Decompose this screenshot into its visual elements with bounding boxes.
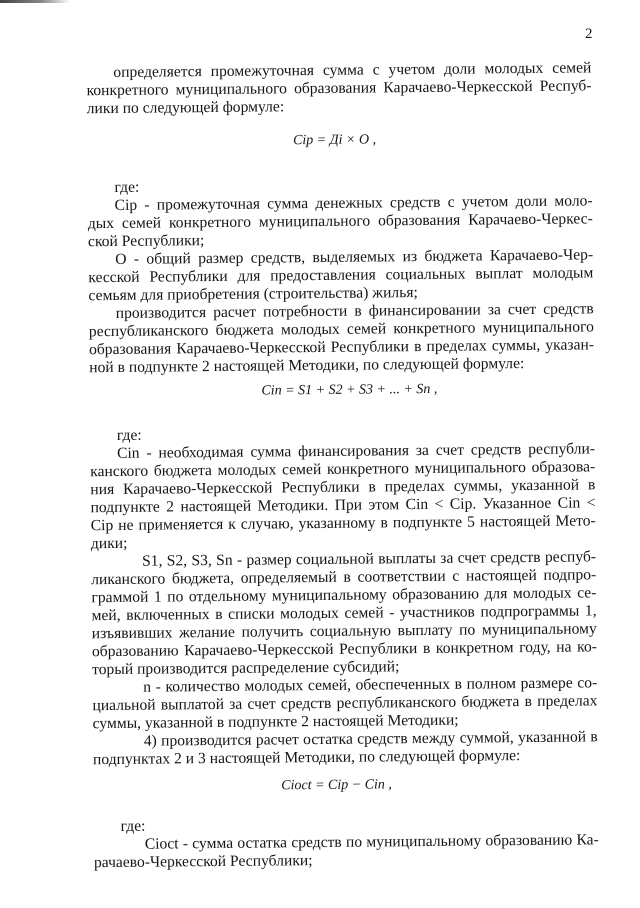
- text-line: подпунктах 2 и 3 настоящей Методики, по следующей формуле:: [92, 747, 521, 769]
- text-line: Cioct - сумма остатка средств по муниципальному образованию Ка-: [144, 831, 599, 853]
- text-line: производится расчет потребности в финансировании за счет средств: [115, 300, 594, 322]
- text-line: ной в подпункте 2 настоящей Методики, по следующей формуле:: [89, 355, 525, 377]
- text-line: где:: [120, 817, 146, 835]
- text-line: образованию Карачаево-Черкесской Республики в конкретном году, на ко-: [91, 638, 597, 661]
- text-line: республиканского бюджета молодых семей конкретного муниципального: [88, 318, 594, 341]
- text-line: лики по следующей формуле:: [86, 98, 285, 118]
- text-line: рачаево-Черкесской Республики;: [93, 852, 313, 872]
- text-line: 4) производится расчет остатка средств между суммой, указанной в: [143, 728, 598, 750]
- text-line: ния Карачаево-Черкесской Республики в пределах суммы, указанной в: [90, 476, 596, 499]
- text-line: конкретного муниципального образования Карачаево-Черкесской Респуб-: [86, 77, 592, 100]
- text-line: Cin - необходимая сумма финансирования за счет средств республи-: [116, 440, 596, 462]
- text-line: n - количество молодых семей, обеспеченных в полном размере со-: [143, 674, 598, 696]
- text-line: образования Карачаево-Черкесской Республики в пределах суммы, указан-: [88, 336, 595, 359]
- text-line: подпункте 2 настоящей Методики. При этом Cin < Cip. Указанное Cin <: [90, 494, 596, 517]
- formula-cioct: Cioct = Cip − Cin ,: [281, 777, 392, 794]
- formula-cin: Cin = S1 + S2 + S3 + ... + Sn ,: [261, 381, 438, 399]
- page-number: 2: [585, 26, 593, 42]
- text-line: кесской Республики для предоставления социальных выплат молодым: [88, 264, 594, 287]
- text-line: мей, включенных в списки молодых семей - участников подпрограммы 1,: [91, 602, 597, 625]
- formula-cip: Cip = Дi × O ,: [292, 132, 377, 149]
- text-line: изъявивших желание получить социальную выплату по муниципальному: [91, 620, 597, 643]
- text-line: Cip не применяется к случаю, указанному в подпункте 5 настоящей Мето-: [90, 512, 596, 535]
- text-line: канского бюджета молодых семей конкретного муниципального образова-: [90, 458, 596, 481]
- text-line: циальной выплатой за счет средств республиканского бюджета в пределах: [92, 692, 598, 715]
- text-line: граммой 1 по отдельному муниципальному образованию для молодых се-: [91, 584, 597, 607]
- text-line: дых семей конкретного муниципального образования Карачаево-Черкес-: [87, 210, 593, 233]
- text-line: где:: [114, 178, 140, 196]
- text-line: S1, S2, S3, Sn - размер социальной выплаты за счет средств респуб-: [141, 548, 597, 570]
- text-line: ской Республики;: [87, 232, 205, 251]
- text-line: определяется промежуточная сумма с учетом доли молодых семей: [113, 59, 592, 81]
- text-line: Cip - промежуточная сумма денежных средств с учетом доли моло-: [114, 192, 593, 214]
- text-line: дики;: [90, 534, 128, 553]
- text-line: семьям для приобретения (строительства) жилья;: [88, 284, 418, 305]
- text-line: O - общий размер средств, выделяемых из бюджета Карачаево-Чер-: [115, 246, 594, 268]
- text-line: суммы, указанной в подпункте 2 настоящей Методики;: [92, 711, 459, 733]
- text-line: торый производится распределение субсидий;: [92, 658, 400, 679]
- text-line: ликанского бюджета, определяемый в соответствии с настоящей подпро-: [91, 566, 597, 589]
- text-line: где:: [116, 426, 142, 444]
